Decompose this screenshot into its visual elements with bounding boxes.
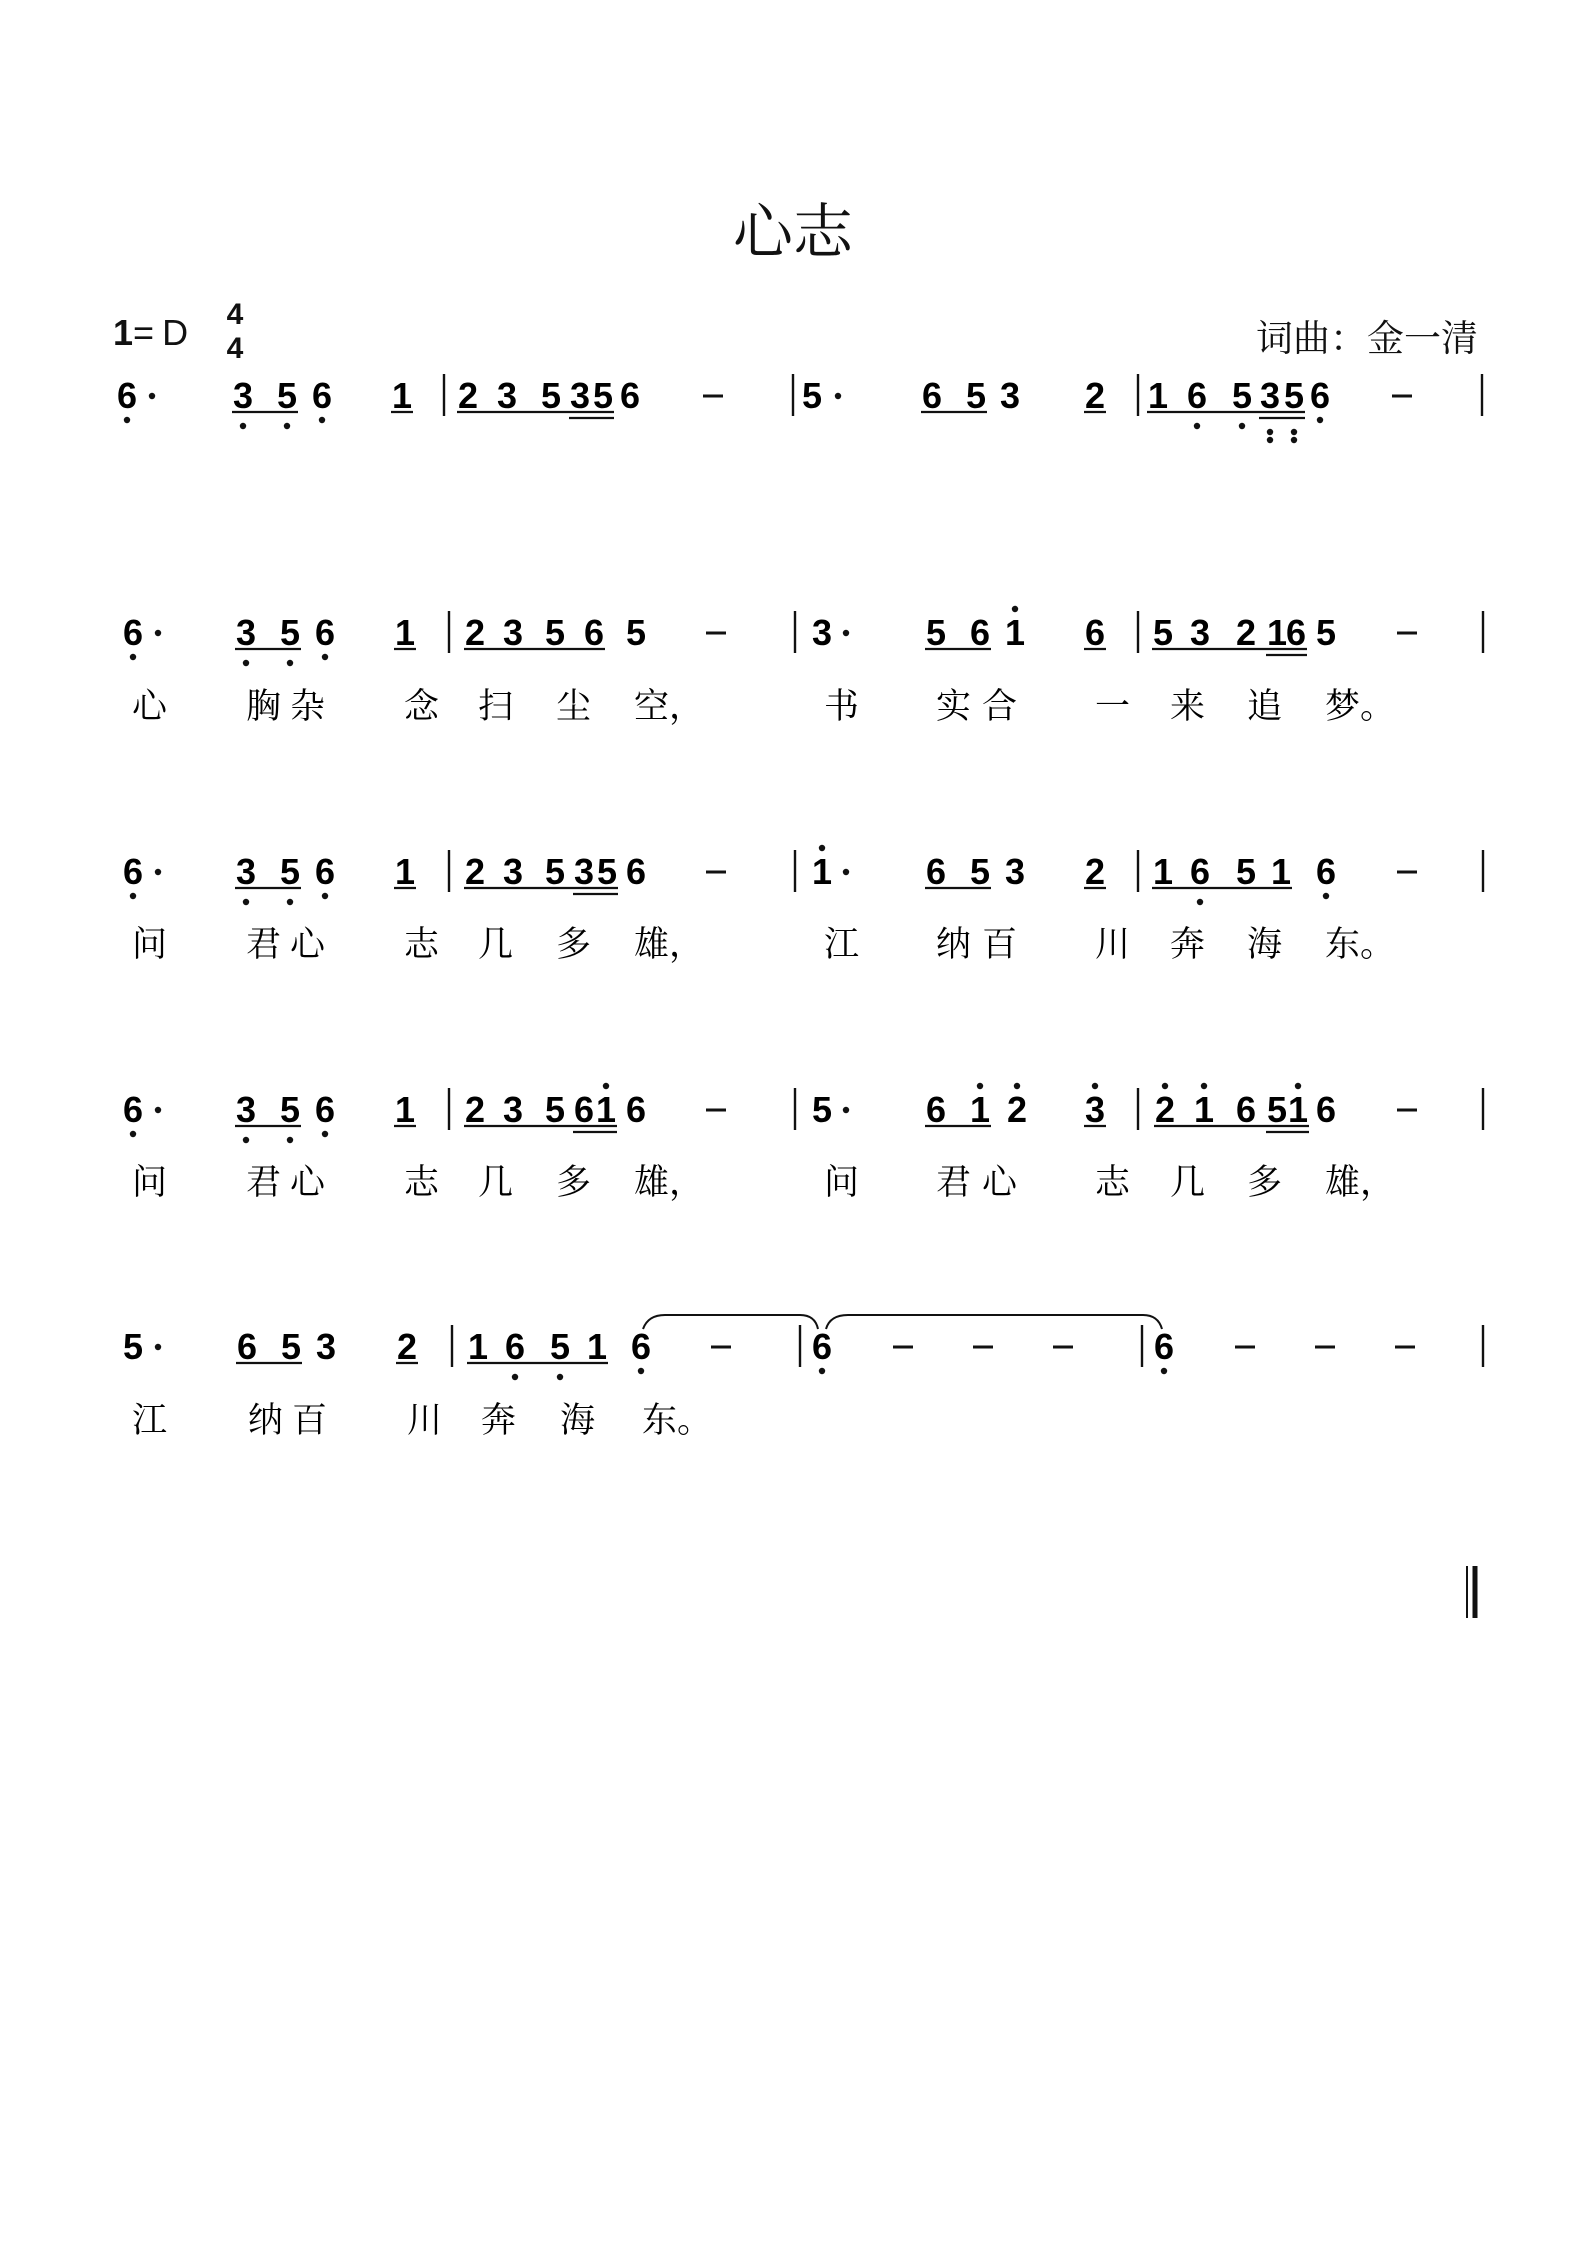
lyric-syllable: 东。 [642, 1401, 713, 1441]
note-6: 6 [122, 851, 144, 892]
note-1: 1 [1270, 851, 1292, 892]
lyric-syllable: 来 [1170, 687, 1206, 727]
lyric-syllable: 志 [404, 925, 440, 965]
augmentation-dot [155, 869, 161, 875]
octave-down-dot [1161, 1368, 1167, 1374]
note-1: 1 [1004, 612, 1026, 653]
octave-down-dot [322, 654, 328, 660]
note-6: 6 [1315, 851, 1337, 892]
key-tonic-number: 1 [113, 312, 134, 353]
lyric-syllable: 奔 [481, 1401, 517, 1441]
note-5: 5 [549, 1326, 571, 1367]
note-5: 5 [1152, 612, 1174, 653]
note-6: 6 [811, 1326, 833, 1367]
note-5: 5 [279, 1089, 301, 1130]
note-1: 1 [586, 1326, 608, 1367]
note-5: 5 [1266, 1089, 1288, 1130]
note-1: 1 [467, 1326, 489, 1367]
octave-down-dot [319, 417, 325, 423]
note-6: 6 [116, 375, 138, 416]
key-equals: = [133, 312, 155, 353]
augmentation-dot [155, 630, 161, 636]
note-6: 6 [630, 1326, 652, 1367]
note-6: 6 [625, 1089, 647, 1130]
octave-down-dot [638, 1368, 644, 1374]
note-3: 3 [1004, 851, 1026, 892]
octave-down-dot [1317, 417, 1323, 423]
lyric-syllable: 百 [982, 925, 1018, 965]
lyric-syllable: 合 [982, 687, 1018, 727]
lyric-syllable: 问 [824, 1163, 860, 1203]
note-3: 3 [502, 1089, 524, 1130]
lyric-syllable: 空， [634, 687, 705, 727]
note-5: 5 [625, 612, 647, 653]
octave-down-dot [1291, 437, 1297, 443]
lyric-syllable: 心 [982, 1163, 1018, 1203]
lyric-syllable: 几 [478, 1163, 514, 1203]
lyric-syllable: 君 [246, 925, 282, 965]
octave-down-dot [287, 1137, 293, 1143]
note-2: 2 [464, 1089, 486, 1130]
note-2: 2 [396, 1326, 418, 1367]
note-1: 1 [1152, 851, 1174, 892]
lyric-syllable: 问 [132, 1163, 168, 1203]
note-6: 6 [573, 1089, 595, 1130]
lyric-syllable: 东。 [1325, 925, 1396, 965]
octave-up-dot [1014, 1083, 1020, 1089]
note-3: 3 [232, 375, 254, 416]
augmentation-dot [155, 1344, 161, 1350]
note-3: 3 [573, 851, 595, 892]
augmentation-dot [843, 869, 849, 875]
lyric-syllable: 问 [132, 925, 168, 965]
octave-down-dot [287, 660, 293, 666]
note-1: 1 [394, 1089, 416, 1130]
note-6: 6 [1285, 612, 1307, 653]
lyric-syllable: 雄， [634, 1163, 705, 1203]
note-5: 5 [1235, 851, 1257, 892]
note-3: 3 [569, 375, 591, 416]
octave-down-dot [1291, 429, 1297, 435]
note-6: 6 [969, 612, 991, 653]
note-3: 3 [235, 851, 257, 892]
note-6: 6 [1235, 1089, 1257, 1130]
lyric-syllable: 志 [1095, 1163, 1131, 1203]
note-5: 5 [276, 375, 298, 416]
lyric-syllable: 志 [404, 1163, 440, 1203]
octave-down-dot [1267, 429, 1273, 435]
octave-down-dot [819, 1368, 825, 1374]
note-6: 6 [619, 375, 641, 416]
lyric-syllable: 心 [290, 925, 326, 965]
octave-down-dot [1194, 423, 1200, 429]
note-2: 2 [1084, 375, 1106, 416]
lyric-syllable: 梦。 [1325, 687, 1396, 727]
octave-down-dot [557, 1374, 563, 1380]
octave-up-dot [603, 1083, 609, 1089]
octave-down-dot [130, 1131, 136, 1137]
octave-up-dot [1092, 1083, 1098, 1089]
note-1: 1 [391, 375, 413, 416]
octave-down-dot [243, 1137, 249, 1143]
note-5: 5 [540, 375, 562, 416]
lyric-syllable: 海 [1247, 925, 1283, 965]
key-letter: D [162, 312, 189, 353]
augmentation-dot [149, 393, 155, 399]
lyric-syllable: 雄， [1325, 1163, 1396, 1203]
octave-down-dot [124, 417, 130, 423]
lyric-syllable: 川 [407, 1401, 443, 1441]
note-3: 3 [1259, 375, 1281, 416]
lyric-syllable: 海 [560, 1401, 596, 1441]
note-3: 3 [502, 612, 524, 653]
tie-arc [643, 1315, 818, 1329]
lyric-syllable: 尘 [556, 687, 592, 727]
lyric-syllable: 杂 [290, 687, 326, 727]
note-6: 6 [925, 1089, 947, 1130]
lyric-syllable: 扫 [478, 687, 514, 727]
lyric-syllable: 念 [404, 687, 440, 727]
note-1: 1 [394, 612, 416, 653]
lyric-syllable: 纳 [936, 925, 972, 965]
note-5: 5 [965, 375, 987, 416]
note-6: 6 [236, 1326, 258, 1367]
octave-up-dot [1295, 1083, 1301, 1089]
note-5: 5 [811, 1089, 833, 1130]
note-6: 6 [625, 851, 647, 892]
lyric-syllable: 多 [1247, 1163, 1283, 1203]
octave-down-dot [130, 654, 136, 660]
lyric-syllable: 多 [556, 1163, 592, 1203]
note-6: 6 [314, 612, 336, 653]
note-2: 2 [1084, 851, 1106, 892]
octave-down-dot [1197, 899, 1203, 905]
lyric-syllable: 心 [290, 1163, 326, 1203]
octave-down-dot [284, 423, 290, 429]
lyric-syllable: 川 [1095, 925, 1131, 965]
note-6: 6 [1309, 375, 1331, 416]
note-5: 5 [1315, 612, 1337, 653]
note-5: 5 [969, 851, 991, 892]
octave-down-dot [322, 893, 328, 899]
note-3: 3 [1084, 1089, 1106, 1130]
lyric-syllable: 君 [936, 1163, 972, 1203]
augmentation-dot [843, 630, 849, 636]
note-6: 6 [1186, 375, 1208, 416]
lyric-syllable: 君 [246, 1163, 282, 1203]
note-5: 5 [544, 1089, 566, 1130]
note-1: 1 [1287, 1089, 1309, 1130]
note-5: 5 [122, 1326, 144, 1367]
note-3: 3 [999, 375, 1021, 416]
note-1: 1 [811, 851, 833, 892]
note-6: 6 [583, 612, 605, 653]
song-title: 心志 [733, 198, 853, 268]
note-3: 3 [1189, 612, 1211, 653]
octave-down-dot [243, 899, 249, 905]
note-5: 5 [544, 612, 566, 653]
octave-down-dot [1239, 423, 1245, 429]
octave-down-dot [287, 899, 293, 905]
note-2: 2 [457, 375, 479, 416]
lyric-syllable: 奔 [1170, 925, 1206, 965]
note-6: 6 [925, 851, 947, 892]
octave-down-dot [243, 660, 249, 666]
octave-up-dot [977, 1083, 983, 1089]
lyric-syllable: 几 [478, 925, 514, 965]
octave-up-dot [1162, 1083, 1168, 1089]
lyric-syllable: 雄， [634, 925, 705, 965]
note-2: 2 [464, 612, 486, 653]
note-6: 6 [1153, 1326, 1175, 1367]
note-3: 3 [315, 1326, 337, 1367]
note-3: 3 [502, 851, 524, 892]
lyric-syllable: 一 [1095, 687, 1131, 727]
note-6: 6 [1084, 612, 1106, 653]
lyric-syllable: 追 [1247, 687, 1283, 727]
lyric-syllable: 几 [1170, 1163, 1206, 1203]
note-1: 1 [394, 851, 416, 892]
note-6: 6 [311, 375, 333, 416]
note-1: 1 [1147, 375, 1169, 416]
octave-down-dot [240, 423, 246, 429]
note-2: 2 [1235, 612, 1257, 653]
note-6: 6 [314, 851, 336, 892]
note-5: 5 [544, 851, 566, 892]
augmentation-dot [843, 1107, 849, 1113]
octave-up-dot [1201, 1083, 1207, 1089]
lyric-syllable: 百 [292, 1401, 328, 1441]
note-5: 5 [592, 375, 614, 416]
augmentation-dot [835, 393, 841, 399]
lyric-syllable: 多 [556, 925, 592, 965]
note-5: 5 [1231, 375, 1253, 416]
octave-down-dot [1267, 437, 1273, 443]
time-signature-top: 4 [226, 298, 244, 331]
note-6: 6 [314, 1089, 336, 1130]
octave-down-dot [1323, 893, 1329, 899]
lyric-syllable: 实 [936, 687, 972, 727]
note-5: 5 [1283, 375, 1305, 416]
note-5: 5 [280, 1326, 302, 1367]
time-signature-bottom: 4 [226, 332, 244, 365]
tie-arc [826, 1315, 1162, 1329]
note-5: 5 [596, 851, 618, 892]
note-2: 2 [1006, 1089, 1028, 1130]
note-5: 5 [925, 612, 947, 653]
note-6: 6 [122, 1089, 144, 1130]
note-5: 5 [279, 851, 301, 892]
octave-up-dot [1012, 606, 1018, 612]
note-3: 3 [811, 612, 833, 653]
note-1: 1 [1266, 612, 1288, 653]
augmentation-dot [155, 1107, 161, 1113]
lyric-syllable: 书 [824, 687, 860, 727]
octave-down-dot [130, 893, 136, 899]
note-6: 6 [1315, 1089, 1337, 1130]
composer-credit: 词曲：金一清 [1256, 317, 1478, 360]
note-2: 2 [1154, 1089, 1176, 1130]
note-3: 3 [235, 612, 257, 653]
note-6: 6 [1189, 851, 1211, 892]
note-1: 1 [1193, 1089, 1215, 1130]
octave-up-dot [819, 845, 825, 851]
note-6: 6 [504, 1326, 526, 1367]
note-3: 3 [235, 1089, 257, 1130]
lyric-syllable: 江 [132, 1401, 168, 1441]
note-5: 5 [279, 612, 301, 653]
note-2: 2 [464, 851, 486, 892]
lyric-syllable: 纳 [248, 1401, 284, 1441]
note-6: 6 [122, 612, 144, 653]
lyric-syllable: 心 [132, 687, 168, 727]
final-barline-label: ‖ [1440, 1612, 1441, 1613]
octave-down-dot [512, 1374, 518, 1380]
lyric-syllable: 胸 [246, 687, 282, 727]
note-6: 6 [921, 375, 943, 416]
octave-down-dot [322, 1131, 328, 1137]
note-3: 3 [496, 375, 518, 416]
note-1: 1 [595, 1089, 617, 1130]
lyric-syllable: 江 [824, 925, 860, 965]
note-1: 1 [969, 1089, 991, 1130]
note-5: 5 [801, 375, 823, 416]
